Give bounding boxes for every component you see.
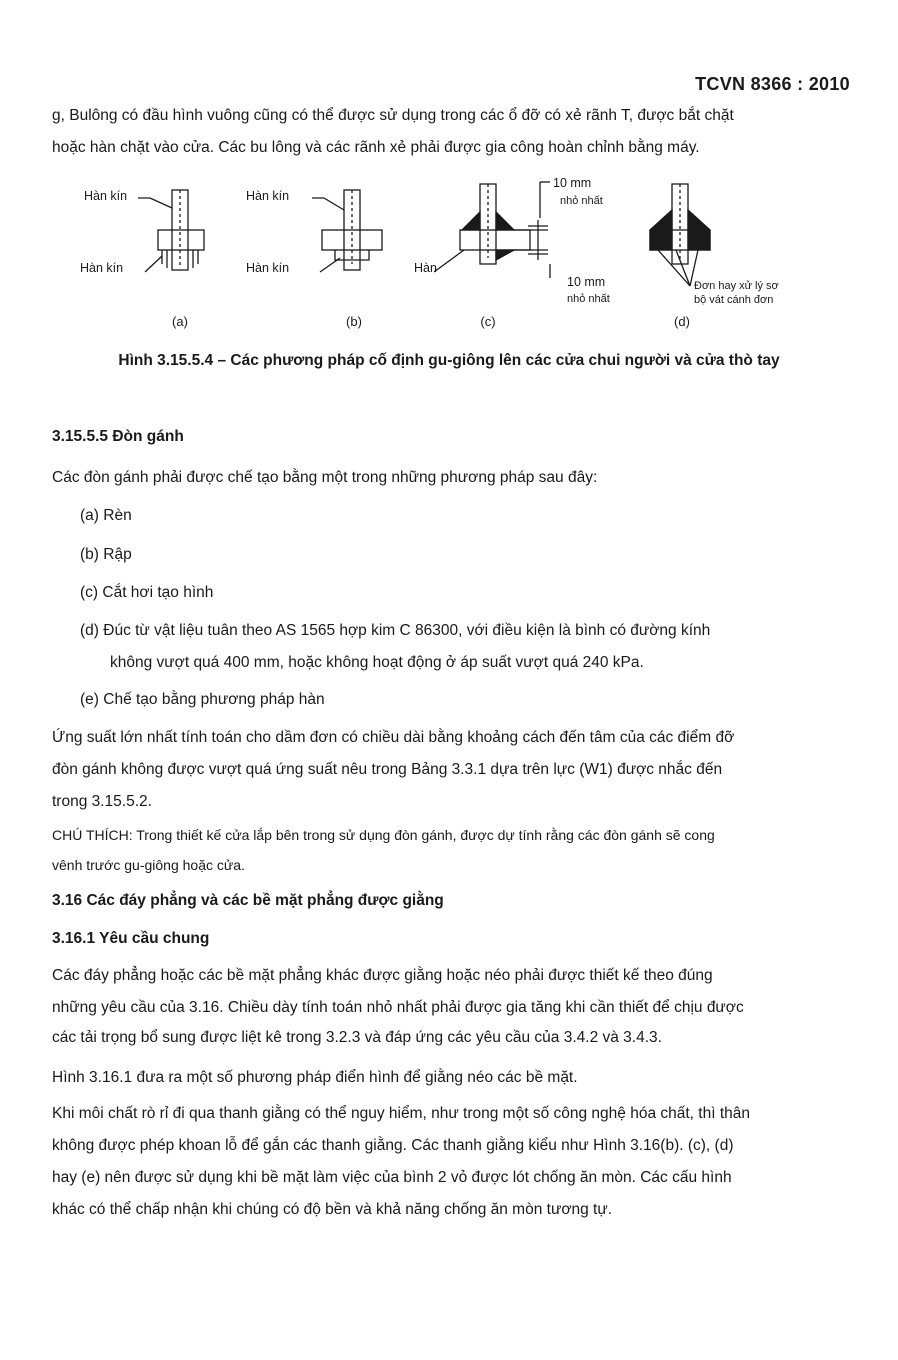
note-line-2: vênh trước gu-giông hoặc cửa.: [52, 857, 245, 873]
intro-line-2: hoặc hàn chặt vào cửa. Các bu lông và các rãnh xẻ phải được gia công hoàn chỉnh bằng máy.: [52, 139, 700, 156]
figure-d-note-line-1: Đơn hay xử lý sơ: [694, 280, 779, 292]
list-item-d-continuation: không vượt quá 400 mm, hoặc không hoạt động ở áp suất vượt quá 240 kPa.: [110, 654, 644, 671]
list-item-d-text: (d) Đúc từ vật liệu tuân theo AS 1565 hợp kim C 86300, với điều kiện là bình có đường kính: [80, 622, 711, 639]
section-3-15-5-5-heading: 3.15.5.5 Đòn gánh: [52, 428, 184, 445]
figure-b-weld-top: Hàn kín: [246, 189, 290, 203]
list-item-c: (c) Cắt hơi tạo hình: [80, 584, 214, 601]
p3-line-3: hay (e) nên được sử dụng khi bề mặt làm việc của bình 2 vỏ được lót chống ăn mòn. Các cấu hình: [52, 1169, 732, 1186]
p3-line-1: Khi môi chất rò rỉ đi qua thanh giằng có thể nguy hiểm, như trong một số công nghệ hóa chất, thì thân: [52, 1105, 750, 1122]
figure-a-drawing: [138, 190, 204, 272]
list-item-d: [80, 615, 850, 679]
p1-line-1: Các đáy phẳng hoặc các bề mặt phẳng khác được giằng hoặc néo phải được thiết kế theo đúng: [52, 967, 713, 984]
section-3-16-heading: 3.16 Các đáy phẳng và các bề mặt phẳng được giằng: [52, 892, 444, 909]
figure-c-label: (c): [480, 314, 496, 329]
figure-c-drawing: [434, 182, 550, 278]
figure-b-weld-bottom: Hàn kín: [246, 261, 290, 275]
figure-d-drawing: [650, 184, 710, 286]
figure-c-dim-top: 10 mm: [553, 176, 592, 190]
stress-line-2: đòn gánh không được vượt quá ứng suất nêu trong Bảng 3.3.1 dựa trên lực (W1) được nhắc đến: [52, 761, 723, 778]
p1-line-3: các tải trọng bổ sung được liệt kê trong 3.2.3 và đáp ứng các yêu cầu của 3.4.2 và 3.4.3.: [52, 1029, 662, 1046]
figure-d-label: (d): [674, 314, 690, 329]
section-3-16-1-heading: 3.16.1 Yêu cầu chung: [52, 930, 210, 947]
list-item-a: (a) Rèn: [80, 507, 132, 524]
figure-caption: Hình 3.15.5.4 – Các phương pháp cố định gu-giông lên các cửa chui người và cửa thò tay: [118, 352, 780, 369]
figure-c-dim-bottom: 10 mm: [567, 275, 606, 289]
figure-c-dim-bottom-note: nhỏ nhất: [567, 293, 610, 305]
figure-b-drawing: [312, 190, 382, 272]
note-line-1: CHÚ THÍCH: Trong thiết kế cửa lắp bên trong sử dụng đòn gánh, được dự tính rằng các đòn gánh sẽ cong: [52, 827, 715, 843]
p3-line-4: khác có thể chấp nhận khi chúng có độ bền và khả năng chống ăn mòn tương tự.: [52, 1201, 613, 1218]
stress-line-1: Ứng suất lớn nhất tính toán cho dầm đơn có chiều dài bằng khoảng cách đến tâm của các điểm đỡ: [52, 729, 735, 746]
figure-b-label: (b): [346, 314, 362, 329]
figure-a-weld-top: Hàn kín: [84, 189, 128, 203]
stress-line-3: trong 3.15.5.2.: [52, 793, 152, 810]
p3-line-2: không được phép khoan lỗ để gắn các thanh giằng. Các thanh giằng kiểu như Hình 3.16(b). (c), (d): [52, 1137, 734, 1154]
standard-code: TCVN 8366 : 2010: [695, 74, 850, 94]
figure-a-weld-bottom: Hàn kín: [80, 261, 124, 275]
intro-line-1: g, Bulông có đầu hình vuông cũng có thể được sử dụng trong các ổ đỡ có xẻ rãnh T, được bắt chặt: [52, 107, 734, 124]
stud-fixing-figure: [50, 168, 850, 338]
section-3-15-5-5-intro: Các đòn gánh phải được chế tạo bằng một trong những phương pháp sau đây:: [52, 469, 598, 486]
figure-c-dim-top-note: nhỏ nhất: [560, 195, 603, 207]
p2: Hình 3.16.1 đưa ra một số phương pháp điển hình để giằng néo các bề mặt.: [52, 1069, 578, 1086]
figure-a-label: (a): [172, 314, 188, 329]
figure-c-weld: Hàn: [414, 261, 437, 275]
figure-d-note-line-2: bộ vát cánh đơn: [694, 294, 774, 306]
p1-line-2: những yêu cầu của 3.16. Chiều dày tính toán nhỏ nhất phải được gia tăng khi cần thiết để chịu được: [52, 999, 744, 1016]
list-item-e: (e) Chế tạo bằng phương pháp hàn: [80, 691, 325, 708]
list-item-b: (b) Rập: [80, 546, 132, 563]
